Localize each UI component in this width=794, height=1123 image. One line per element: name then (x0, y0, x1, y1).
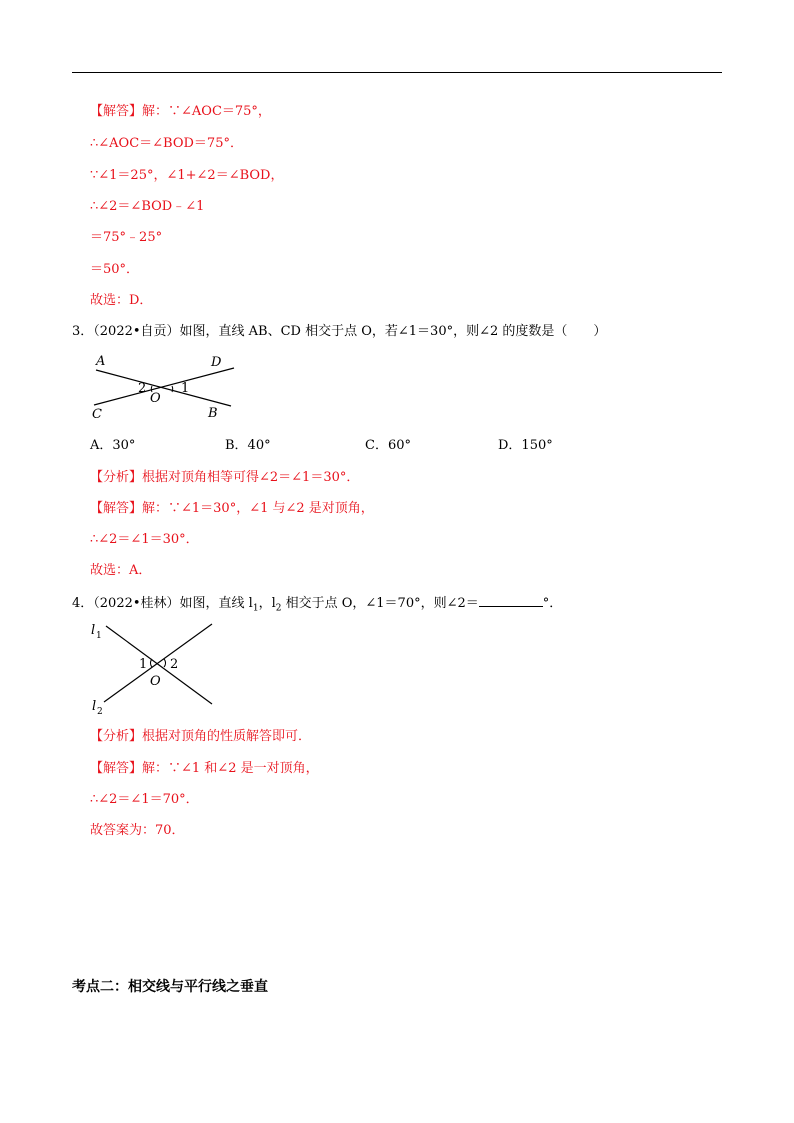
q4-stem-sub-2: 2 (275, 603, 282, 614)
q4-stem-part-2: ，l (258, 596, 276, 611)
label-o: O (150, 391, 161, 406)
q3-option-b: B．40° (225, 438, 271, 453)
q4-analysis: 【分析】根据对顶角的性质解答即可． (90, 729, 312, 744)
q4-stem-sub-1: 1 (252, 603, 259, 614)
q4-answer-blank[interactable] (479, 594, 543, 607)
q4-figure (86, 618, 226, 718)
q2-solution-line-5: ＝75°﹣25° (90, 230, 163, 245)
angle-2-arc (164, 659, 166, 667)
section-heading: 考点二：相交线与平行线之垂直 (72, 979, 268, 995)
q4-stem-part-1: 4．（2022•桂林）如图，直线 l (72, 596, 253, 611)
header-rule (72, 72, 722, 73)
q3-option-d: D．150° (498, 438, 553, 453)
line-cd (94, 368, 234, 405)
line-l1 (106, 626, 212, 704)
label-angle-1: 1 (181, 381, 190, 396)
q2-solution-line-3: ∵∠1＝25°，∠1+∠2＝∠BOD， (90, 168, 284, 183)
q2-solution-line-6: ＝50°． (90, 262, 140, 277)
label-b: B (208, 406, 218, 421)
line-l2 (104, 624, 212, 702)
label-l1-sub: 1 (96, 631, 102, 641)
q2-solution-line-2: ∴∠AOC＝∠BOD＝75°． (90, 136, 243, 151)
label-angle-1: 1 (139, 657, 148, 672)
label-o: O (150, 674, 161, 689)
q4-stem (72, 594, 562, 617)
q3-option-a: A．30° (90, 438, 136, 453)
q3-answer: 故选：A． (90, 563, 152, 578)
q4-answer: 故答案为：70． (90, 823, 185, 838)
q4-stem-part-3: 相交于点 O，∠1＝70°，则∠2＝ (281, 596, 479, 611)
q4-solution-line-1: 【解答】解：∵∠1 和∠2 是一对顶角， (90, 761, 319, 776)
angle-1-arc (172, 386, 173, 392)
q3-figure (86, 350, 246, 422)
label-l2-sub: 2 (97, 707, 103, 717)
q2-answer: 故选：D． (90, 293, 153, 308)
label-l1: l (91, 623, 96, 638)
label-a: A (96, 354, 106, 369)
q3-analysis: 【分析】根据对顶角相等可得∠2＝∠1＝30°． (90, 470, 360, 485)
q3-solution-line-1: 【解答】解：∵∠1＝30°，∠1 与∠2 是对顶角， (90, 501, 374, 516)
label-angle-2: 2 (170, 657, 179, 672)
q2-solution-line-4: ∴∠2＝∠BOD﹣∠1 (90, 199, 205, 214)
q4-solution-line-2: ∴∠2＝∠1＝70°． (90, 792, 199, 807)
label-d: D (211, 355, 222, 370)
q2-solution-line-1: 【解答】解：∵∠AOC＝75°， (90, 104, 271, 119)
q3-solution-line-2: ∴∠2＝∠1＝30°． (90, 532, 199, 547)
label-l2: l (92, 699, 97, 714)
q3-option-c: C．60° (365, 438, 411, 453)
label-angle-2: 2 (138, 381, 147, 396)
q3-stem: 3．（2022•自贡）如图，直线 AB、CD 相交于点 O，若∠1＝30°，则∠2 的度数是（ ） (72, 324, 607, 339)
line-ab (96, 370, 231, 406)
q4-stem-part-4: °． (542, 596, 563, 611)
label-c: C (92, 407, 102, 422)
